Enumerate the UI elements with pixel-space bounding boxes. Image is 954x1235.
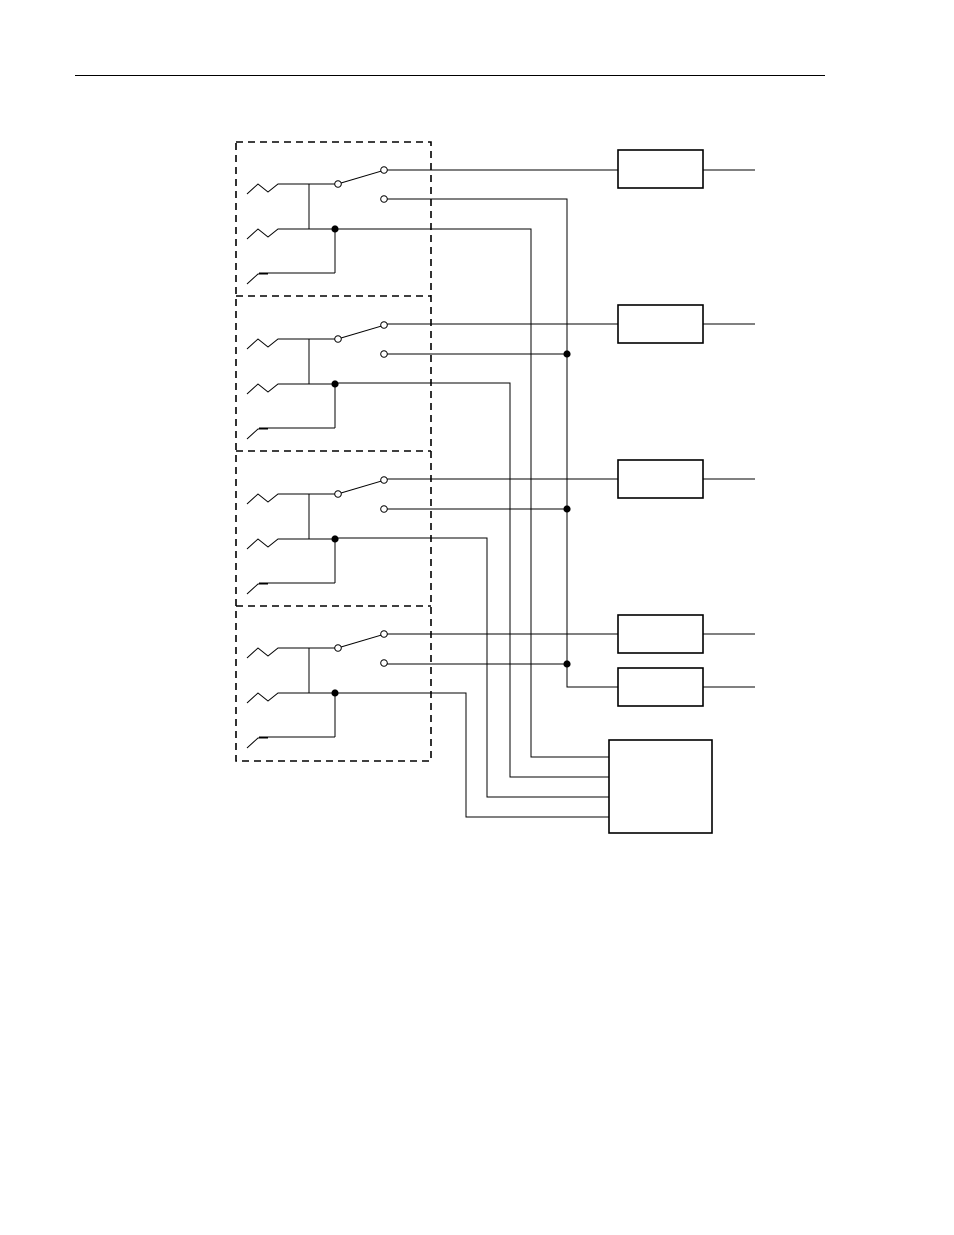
- output-block-2: [618, 305, 703, 343]
- pivot-terminal: [335, 491, 342, 498]
- pivot-terminal: [335, 336, 342, 343]
- terminal-upper: [381, 322, 388, 329]
- wire-collect-1: [335, 229, 609, 757]
- contact-symbols: [247, 325, 385, 439]
- junction-dot: [331, 535, 338, 542]
- switch-unit-1: [247, 167, 387, 284]
- wire-collect-2: [335, 383, 609, 777]
- output-block-4: [618, 615, 703, 653]
- bus-junction-2: [563, 505, 570, 512]
- terminal-lower: [381, 196, 388, 203]
- collector-block: [609, 740, 712, 833]
- switch-unit-2: [247, 322, 387, 439]
- wire-collect-3: [335, 538, 609, 797]
- output-block-3: [618, 460, 703, 498]
- output-block-5: [618, 668, 703, 706]
- output-block-1: [618, 150, 703, 188]
- terminal-upper: [381, 167, 388, 174]
- junction-dot: [331, 380, 338, 387]
- bus-junction-1: [563, 350, 570, 357]
- wire-common-1: [387, 199, 618, 687]
- terminal-upper: [381, 631, 388, 638]
- switch-unit-4: [247, 631, 387, 748]
- bus-junction-3: [563, 660, 570, 667]
- contact-symbols: [247, 634, 385, 748]
- switch-unit-3: [247, 477, 387, 594]
- pivot-terminal: [335, 181, 342, 188]
- terminal-lower: [381, 506, 388, 513]
- terminal-lower: [381, 660, 388, 667]
- wire-collect-4: [335, 693, 609, 817]
- terminal-lower: [381, 351, 388, 358]
- contact-symbols: [247, 480, 385, 594]
- terminal-upper: [381, 477, 388, 484]
- pivot-terminal: [335, 645, 342, 652]
- contact-symbols: [247, 170, 385, 284]
